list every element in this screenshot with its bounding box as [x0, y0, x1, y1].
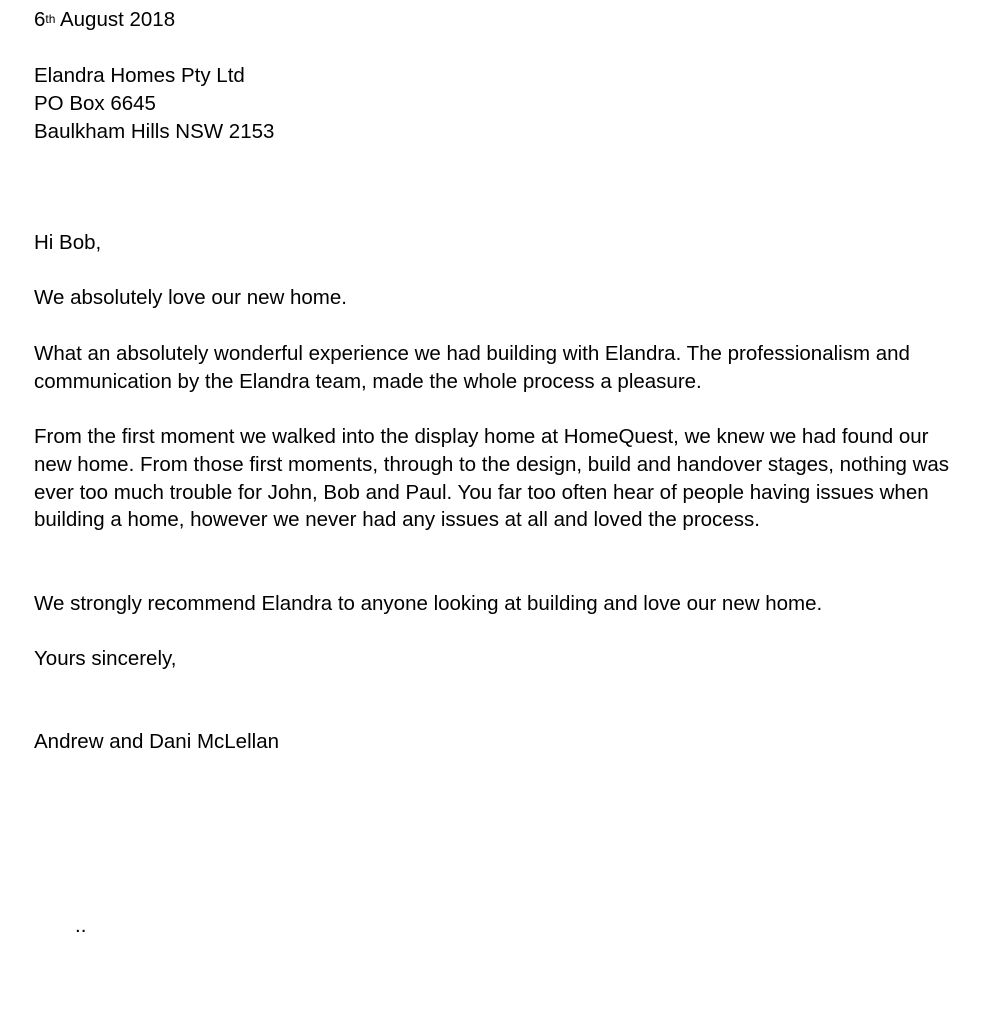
recipient-po-box: PO Box 6645: [34, 92, 156, 115]
recipient-company: Elandra Homes Pty Ltd: [34, 64, 245, 87]
paragraph-2: What an absolutely wonderful experience we had building with Elandra. The professionalism and communication by the Elandra team, made the whole process a pleasure.: [34, 342, 910, 393]
date-day: 6: [34, 8, 46, 31]
date-month-year: August 2018: [55, 8, 176, 31]
signatories: Andrew and Dani McLellan: [34, 730, 279, 753]
paragraph-1: We absolutely love our new home.: [34, 286, 347, 309]
closing: Yours sincerely,: [34, 647, 177, 670]
letter-date: [34, 6, 175, 34]
salutation: Hi Bob,: [34, 231, 102, 254]
paragraph-4: We strongly recommend Elandra to anyone looking at building and love our new home.: [34, 592, 823, 615]
date-day-suffix: th: [45, 12, 56, 26]
recipient-locality: Baulkham Hills NSW 2153: [34, 120, 275, 143]
paragraph-3: From the first moment we walked into the display home at HomeQuest, we knew we had found our new home. From those first moments, through to the design, build and handover stages, nothing was ever too much trouble for John, Bob and Paul. You far too often hear of people having issues when building a home, however we never had any issues at all and loved the process.: [34, 425, 950, 532]
footer-dots: ..: [75, 914, 87, 937]
